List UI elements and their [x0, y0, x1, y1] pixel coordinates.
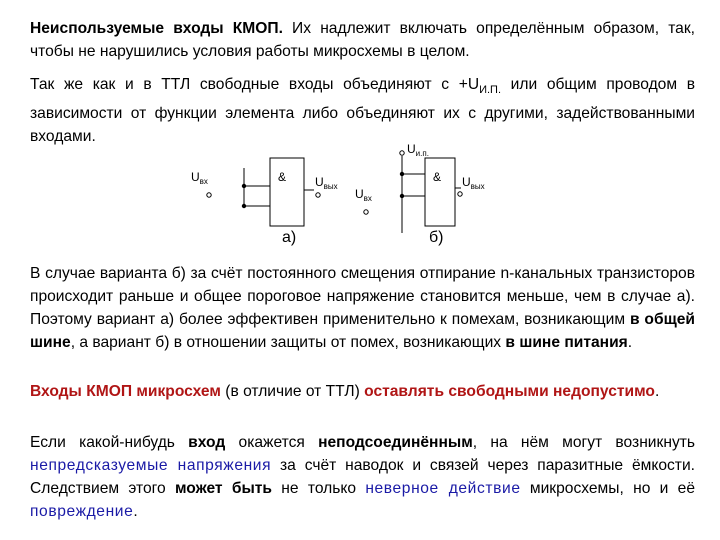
paragraph-cmos-warning: [30, 380, 695, 403]
and-symbol-a: &: [278, 170, 287, 184]
paragraph-cmos-inputs: [30, 17, 695, 63]
paragraph-ttl-comparison: [30, 73, 695, 148]
p2-subscript: И.П.: [479, 84, 502, 97]
junction-dot-b2: [400, 194, 404, 198]
supply-terminal-b: [400, 151, 404, 155]
p3-bold-common-bus: в общей шине: [30, 311, 695, 351]
p5-blue-wrong-action: неверное действие: [365, 480, 521, 497]
p4-red-cmos-inputs: Входы КМОП микросхем: [30, 383, 221, 400]
usupply-label-b: $U_{и.п.}$: [407, 142, 429, 158]
paragraph-floating-input: [30, 431, 695, 523]
caption-a: а): [282, 229, 297, 246]
junction-dot-b1: [400, 172, 404, 176]
output-terminal-b: [458, 192, 462, 196]
p4-red-not-allowed: оставлять свободными недопустимо: [364, 383, 655, 400]
uout-label-a: $U_{вых}$: [315, 175, 338, 191]
p5-bold-input: вход: [188, 434, 226, 451]
p5-t4: за счёт наводок и связей через паразитные ёмкости. Следствием этого: [30, 457, 695, 497]
circuit-diagram: [0, 140, 720, 250]
p5-t1: Если какой-нибудь: [30, 434, 189, 451]
p5-t5: не только: [272, 480, 366, 497]
p5-t6: микросхемы, но и её: [520, 480, 695, 497]
p3-text-a: В случае варианта б) за счёт постоянного смещения отпирание n-канальных транзисторов происходит раньше и общее пороговое напряжение становится меньше, чем в случае а). Поэтому вариант а) более эффективен применительно к помехам, возникающим: [30, 265, 695, 328]
and-gate-a: [270, 158, 304, 226]
input-terminal-b: [364, 210, 368, 214]
p3-text-d: .: [627, 334, 633, 351]
title-unused-inputs: Неиспользуемые входы КМОП.: [30, 20, 283, 37]
p5-t3: , на нём могут возникнуть: [472, 434, 696, 451]
and-gate-b: [425, 158, 455, 226]
uin-label-a: $U_{вх}$: [191, 170, 208, 186]
p4-text-end: .: [654, 383, 660, 400]
paragraph-variant-comparison: [30, 262, 695, 354]
p3-text-c: , а вариант б) в отношении защиты от помех, возникающих: [70, 334, 506, 351]
uout-label-b: $U_{вых}$: [462, 175, 485, 191]
p5-bold-unconnected: неподсоединённым: [318, 434, 473, 451]
circuit-a: [191, 158, 338, 226]
p5-t7: .: [133, 503, 138, 520]
and-symbol-b: &: [433, 170, 442, 184]
junction-dot-a2: [242, 204, 246, 208]
input-terminal-a: [207, 193, 211, 197]
output-terminal-a: [316, 193, 320, 197]
uin-label-b: $U_{вх}$: [355, 187, 372, 203]
p3-bold-power-bus: в шине питания: [505, 334, 628, 351]
p5-bold-may-be: может быть: [174, 480, 273, 497]
caption-b: б): [429, 229, 444, 246]
p2-text-b: или общим проводом в зависимости от функции элемента либо объединяют их с другими, задействованными входами.: [30, 76, 695, 146]
p1-text: Их надлежит включать определённым образом, так, чтобы не нарушились условия работы микросхемы в целом.: [30, 20, 696, 60]
p4-text-mid: (в отличие от ТТЛ): [220, 383, 365, 400]
p5-t2: окажется: [225, 434, 319, 451]
p2-text-a: Так же как и в ТТЛ свободные входы объединяют с +U: [30, 76, 480, 93]
p5-blue-unpredictable: непредсказуемые напряжения: [30, 457, 272, 474]
p5-blue-damage: повреждение: [30, 503, 134, 520]
circuit-b: [355, 142, 485, 233]
